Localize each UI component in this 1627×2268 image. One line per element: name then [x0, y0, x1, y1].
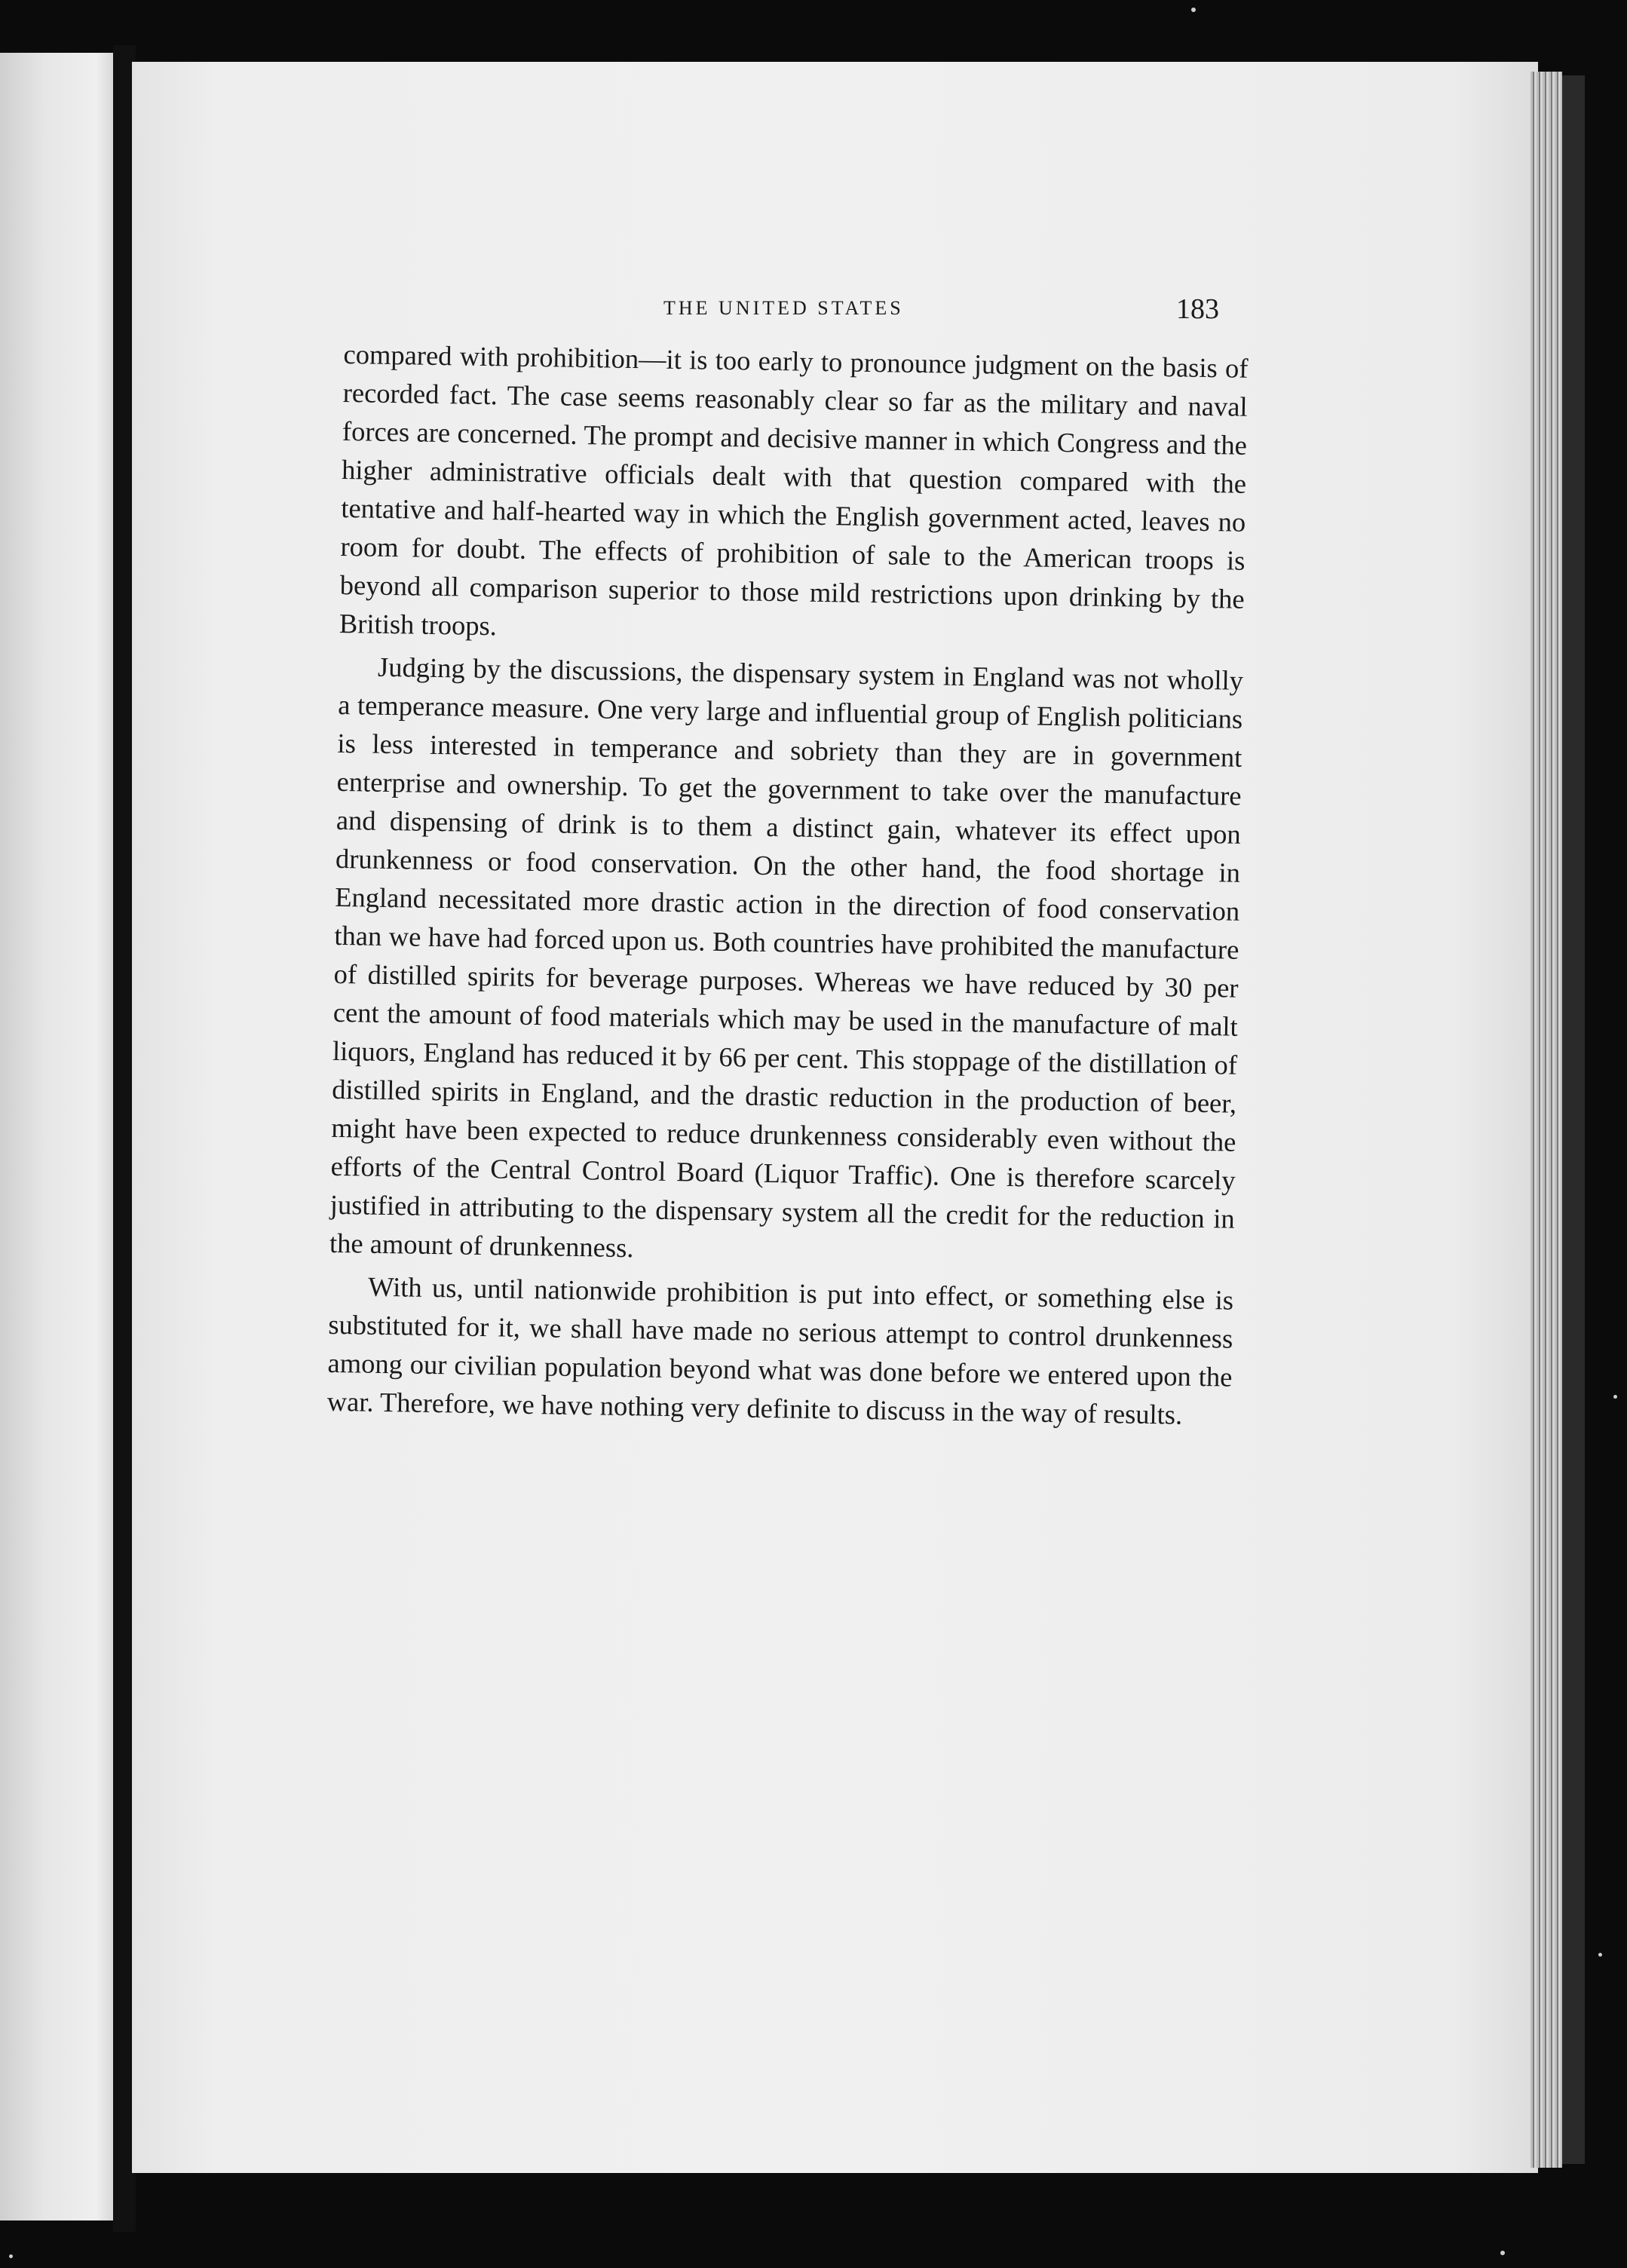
- paragraph: Judging by the discussions, the dispensary system in England was not wholly a temperance measure. One very large and influential group of English politicians is less interested in temperance and sobriety than they are in government enterprise and ownership. To get the government to take over the manufacture and dispensing of drink is to them a distinct gain, whatever its effect upon drunkenness or food conservation. On the other hand, the food shortage in England necessitated more drastic action in the direction of food conservation than we have had forced upon us. Both countries have prohibited the manufacture of distilled spirits for beverage purposes. Whereas we have reduced by 30 per cent the amount of food materials which may be used in the manufacture of malt liquors, England has reduced it by 66 per cent. This stoppage of the distillation of distilled spirits in England, and the drastic reduction in the production of beer, might have been expected to reduce drunkenness considerably even without the efforts of the Central Control Board (Liquor Traffic). One is therefore scarcely justified in attributing to the dispensary system all the credit for the reduction in the amount of drunkenness.: [329, 651, 1244, 1264]
- paragraph: compared with prohibition—it is too early to pronounce judgment on the basis of recorded fact. The case seems reasonably clear so far as the military and naval forces are concerned. The prompt and decisive manner in which Congress and the higher administrative officials dealt with that question compared with the tentative and half-hearted way in which the English government acted, leaves no room for doubt. The effects of prohibition of sale to the American troops is beyond all comparison superior to those mild restrictions upon drinking by the British troops.: [339, 338, 1249, 642]
- scan-speck: [1500, 2251, 1505, 2255]
- scan-speck: [9, 2254, 13, 2258]
- page-number: 183: [1176, 293, 1219, 325]
- body-text: [326, 335, 1248, 1435]
- scan-speck: [1191, 8, 1196, 12]
- paragraph: With us, until nationwide prohibition is put into effect, or something else is substituted for it, we shall have made no serious attempt to control drunkenness among our civilian population beyond what was done before we entered upon the war. Therefore, we have nothing very definite to discuss in the way of results.: [326, 1270, 1234, 1430]
- page-edges-shadow: [1562, 75, 1585, 2164]
- running-head: THE UNITED STATES: [663, 297, 904, 319]
- scan-speck: [1598, 1953, 1602, 1957]
- page-edges-stack: [1530, 72, 1562, 2168]
- previous-page-edge: [0, 53, 113, 2220]
- scan-speck: [1613, 1395, 1617, 1399]
